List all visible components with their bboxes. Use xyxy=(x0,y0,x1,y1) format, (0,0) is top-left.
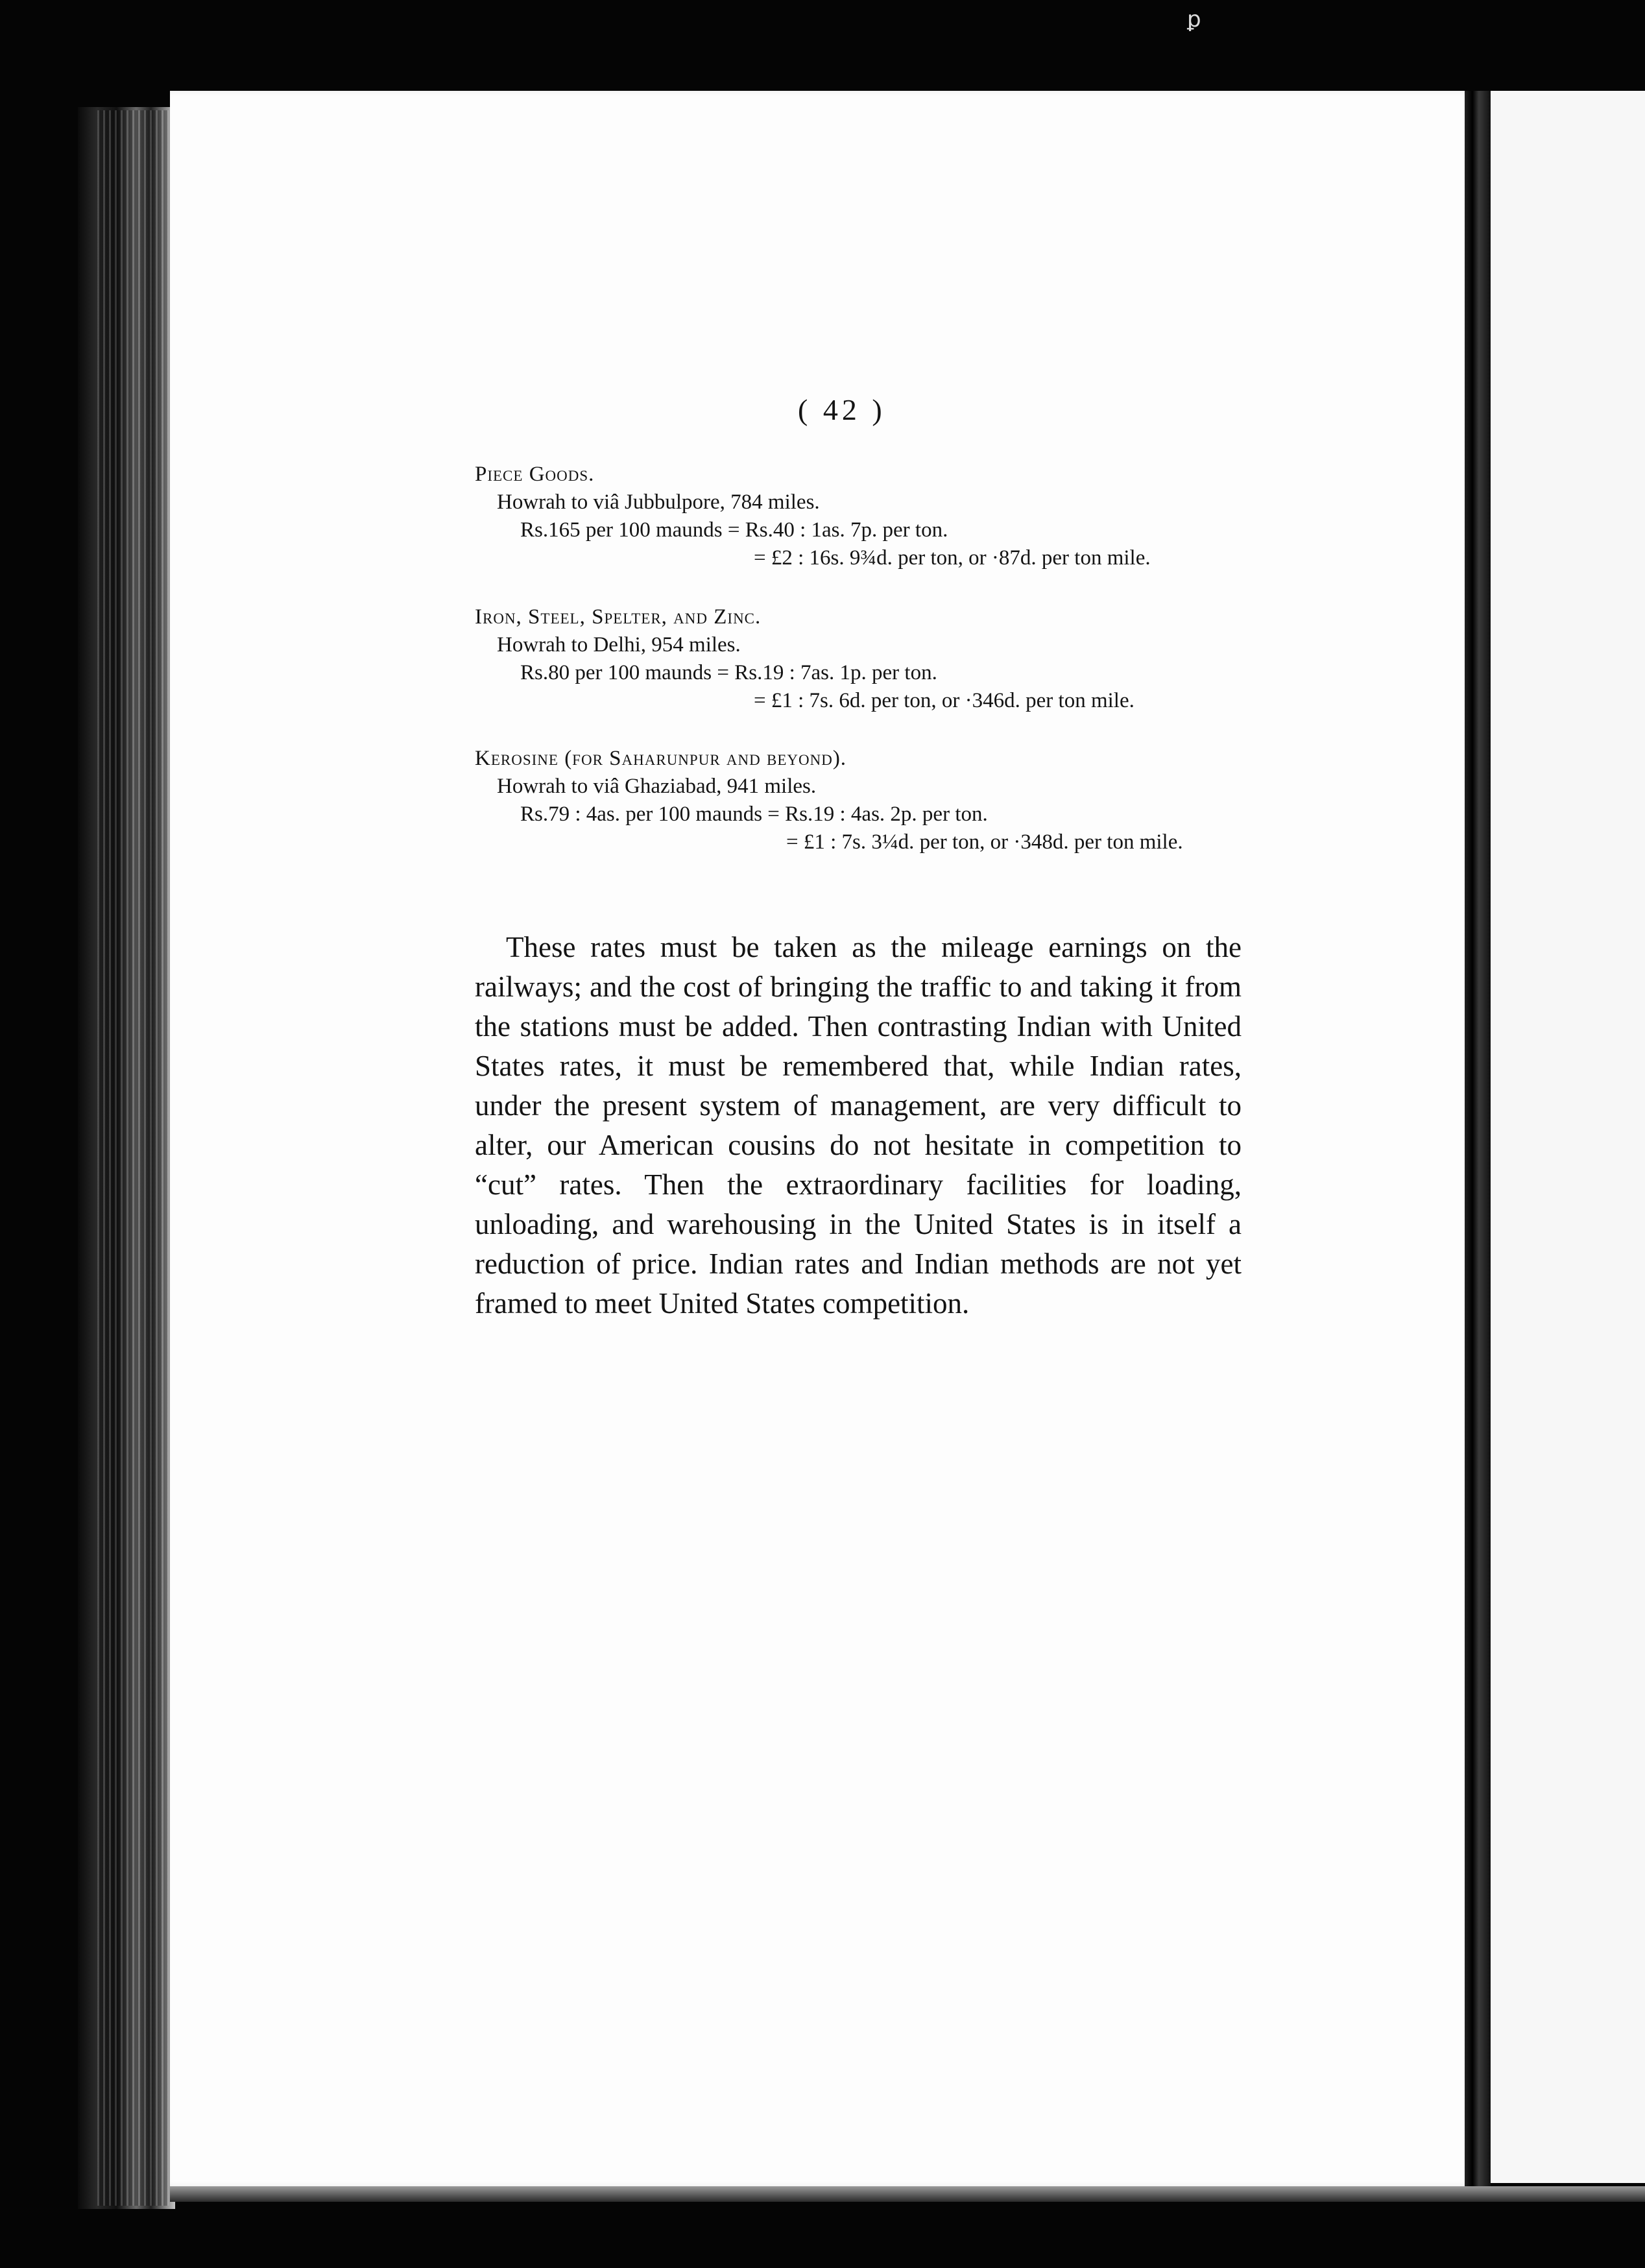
body-paragraph: These rates must be taken as the mileage earnings on the railways; and the cost of bringing the traffic to and taking it from the stations must be added. Then contrasting Indian with United States rates, it must be remembered that, while Indian rates, under the present system of management, are very difficult to alter, our American cousins do not hesitate in competition to “cut” rates. Then the extraordinary facilities for loading, unloading, and warehousing in the United States is in itself a reduction of price. Indian rates and Indian methods are not yet framed to meet United States competition. xyxy=(475,931,1242,1320)
section-heading: Kerosine (for Saharunpur and beyond). xyxy=(475,747,847,770)
rate-equivalent: = £2 : 16s. 9¾d. per ton, or ·87d. per ton mile. xyxy=(754,546,1151,570)
page-bottom-edge xyxy=(170,2186,1645,2202)
page-number: ( 42 ) xyxy=(798,393,886,426)
rate-equivalent: = £1 : 7s. 3¼d. per ton, or ·348d. per ton mile. xyxy=(786,830,1183,854)
rate-section-iron-steel xyxy=(475,603,1135,715)
section-heading: Piece Goods. xyxy=(475,463,595,486)
rate-line: Rs.80 per 100 maunds = Rs.19 : 7as. 1p. per ton. xyxy=(520,661,937,684)
corner-mark: ꝑ xyxy=(1187,6,1201,32)
facing-page-edge xyxy=(1491,91,1645,2183)
section-heading: Iron, Steel, Spelter, and Zinc. xyxy=(475,605,762,629)
rate-section-kerosine xyxy=(475,745,1183,856)
route-line: Howrah to viâ Jubbulpore, 784 miles. xyxy=(497,490,820,514)
route-line: Howrah to Delhi, 954 miles. xyxy=(497,633,741,657)
rate-line: Rs.79 : 4as. per 100 maunds = Rs.19 : 4as. 2p. per ton. xyxy=(520,802,988,826)
book-gutter xyxy=(1465,91,1491,2186)
route-line: Howrah to viâ Ghaziabad, 941 miles. xyxy=(497,775,817,798)
rate-line: Rs.165 per 100 maunds = Rs.40 : 1as. 7p. per ton. xyxy=(520,518,948,542)
page-edges xyxy=(97,110,169,2206)
rate-section-piece-goods xyxy=(475,461,1151,572)
rate-equivalent: = £1 : 7s. 6d. per ton, or ·346d. per ton mile. xyxy=(754,689,1135,712)
